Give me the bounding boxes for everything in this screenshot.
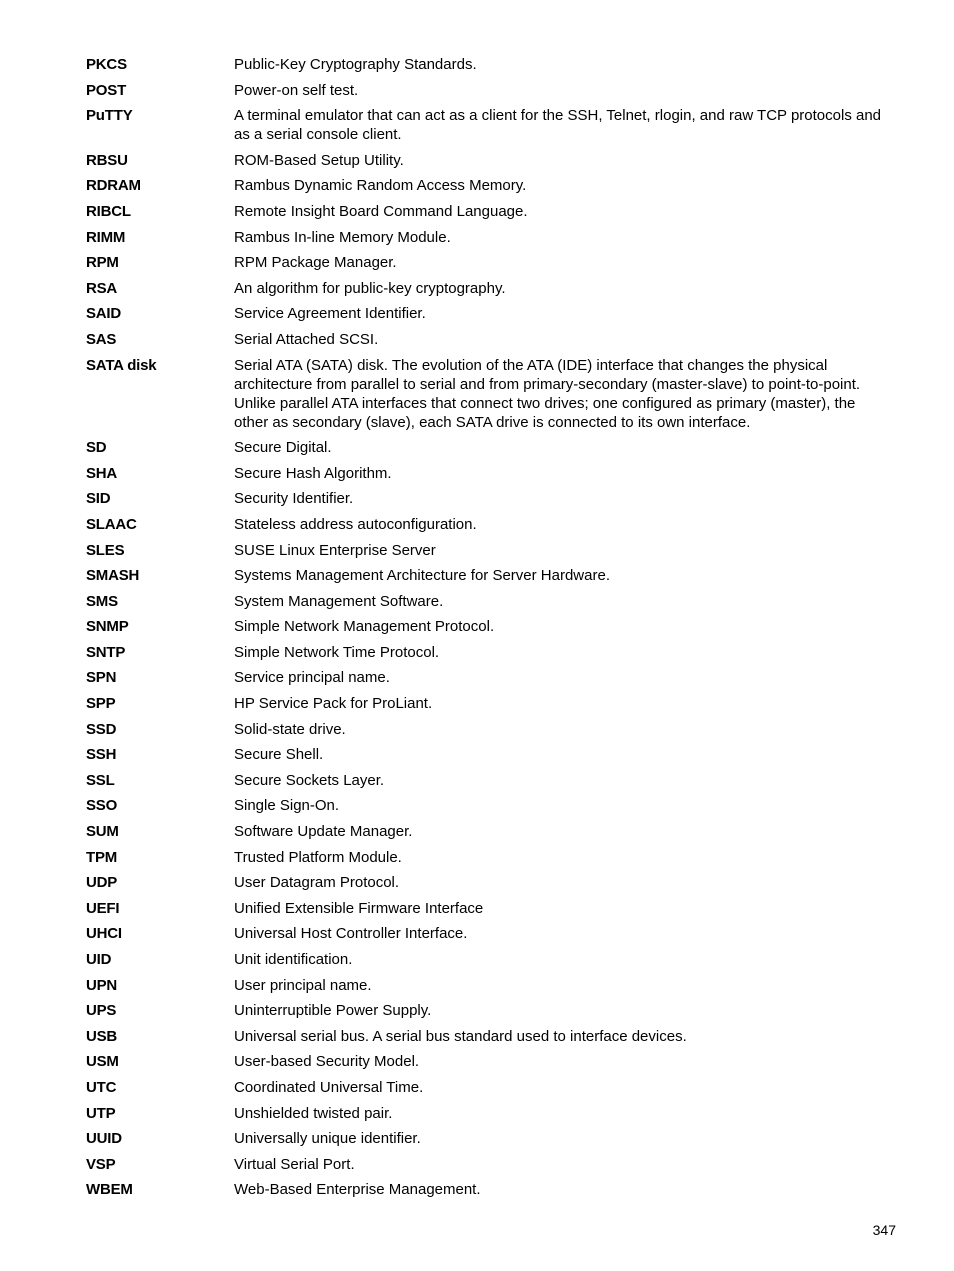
glossary-term: UPS	[86, 1002, 117, 1020]
glossary-entry	[86, 796, 886, 822]
glossary-definition: Stateless address autoconfiguration.	[234, 515, 477, 533]
glossary-term: SHA	[86, 464, 118, 482]
glossary-definition: Trusted Platform Module.	[234, 848, 402, 866]
glossary-entry	[86, 1155, 886, 1181]
glossary-term: USB	[86, 1027, 118, 1045]
glossary-definition: Serial ATA (SATA) disk. The evolution of the ATA (IDE) interface that changes the physical architecture from parallel to serial and from primary-secondary (master-slave) to point-to-point. Unlike parallel ATA interfaces that connect two drives; one configured as primary (master), the other as secondary (slave), each SATA drive is connected to its own interface.	[234, 356, 861, 431]
glossary-entry	[86, 279, 886, 305]
glossary-definition: User principal name.	[234, 976, 372, 994]
glossary-entry	[86, 720, 886, 746]
glossary-definition: RPM Package Manager.	[234, 254, 397, 272]
glossary-term: SLAAC	[86, 515, 137, 533]
glossary-term: PKCS	[86, 56, 127, 73]
glossary-entry	[86, 668, 886, 694]
glossary-entry	[86, 489, 886, 515]
glossary-definition: System Management Software.	[234, 592, 444, 610]
glossary-term: VSP	[86, 1155, 116, 1173]
glossary-term: SMS	[86, 592, 118, 610]
glossary-entry	[86, 771, 886, 797]
glossary-definition: Rambus Dynamic Random Access Memory.	[234, 177, 527, 195]
glossary-entry	[86, 438, 886, 464]
glossary-definition: Public-Key Cryptography Standards.	[234, 56, 477, 73]
glossary-definition: Security Identifier.	[234, 490, 354, 508]
glossary-definition: Virtual Serial Port.	[234, 1155, 355, 1173]
glossary-entry	[86, 566, 886, 592]
glossary-entry	[86, 304, 886, 330]
glossary-definition: Rambus In-line Memory Module.	[234, 228, 451, 246]
glossary-entry	[86, 253, 886, 279]
glossary-entry	[86, 745, 886, 771]
glossary-term: SSH	[86, 746, 117, 764]
glossary-definition: Unit identification.	[234, 951, 353, 968]
glossary-entry	[86, 356, 886, 439]
glossary-definition: Universal Host Controller Interface.	[234, 925, 468, 943]
glossary-term: RIBCL	[86, 202, 131, 220]
glossary-definition: Secure Shell.	[234, 746, 324, 764]
glossary-entry	[86, 1104, 886, 1130]
glossary-term: SD	[86, 439, 107, 457]
glossary-entry	[86, 464, 886, 490]
glossary-definition: Universal serial bus. A serial bus standard used to interface devices.	[234, 1027, 687, 1045]
glossary-entry	[86, 950, 886, 976]
glossary-entry	[86, 1180, 886, 1206]
glossary-entry	[86, 515, 886, 541]
page-number: 347	[872, 1222, 896, 1238]
glossary-term: SLES	[86, 541, 125, 559]
glossary-term: SATA disk	[86, 356, 157, 374]
glossary-entry	[86, 541, 886, 567]
glossary-definition: Simple Network Management Protocol.	[234, 618, 495, 636]
glossary-entry	[86, 176, 886, 202]
glossary-definition: Secure Hash Algorithm.	[234, 464, 392, 482]
glossary-term: UHCI	[86, 925, 122, 943]
glossary-entry	[86, 976, 886, 1002]
glossary-definition: Secure Digital.	[234, 439, 332, 457]
glossary-definition: SUSE Linux Enterprise Server	[234, 541, 436, 559]
glossary-term: SSO	[86, 797, 118, 815]
glossary-entry	[86, 617, 886, 643]
glossary-entry	[86, 106, 886, 151]
glossary-entry	[86, 694, 886, 720]
glossary-entry	[86, 202, 886, 228]
glossary-entry	[86, 1129, 886, 1155]
glossary-entry	[86, 873, 886, 899]
glossary-term: SAS	[86, 330, 117, 348]
glossary-definition: ROM-Based Setup Utility.	[234, 151, 404, 169]
glossary-entry	[86, 81, 886, 107]
glossary-definition: Single Sign-On.	[234, 797, 340, 815]
glossary-term: UTC	[86, 1078, 117, 1096]
glossary-definition: User-based Security Model.	[234, 1053, 420, 1071]
glossary-term: SPP	[86, 695, 116, 713]
glossary-definition: Secure Sockets Layer.	[234, 771, 385, 789]
glossary-term: RBSU	[86, 151, 128, 169]
glossary-definition: Web-Based Enterprise Management.	[234, 1181, 481, 1199]
glossary-term: UTP	[86, 1104, 116, 1122]
glossary-definition: Service principal name.	[234, 669, 390, 687]
glossary-definition: Software Update Manager.	[234, 823, 413, 841]
glossary-term: RSA	[86, 279, 118, 297]
glossary-definition: A terminal emulator that can act as a client for the SSH, Telnet, rlogin, and raw TCP protocols and as a serial console client.	[234, 107, 882, 144]
glossary-term: UEFI	[86, 899, 120, 917]
glossary-entry	[86, 1052, 886, 1078]
glossary-definition: Simple Network Time Protocol.	[234, 643, 440, 661]
glossary-definition: Systems Management Architecture for Server Hardware.	[234, 567, 610, 585]
glossary-entry	[86, 924, 886, 950]
glossary-term: WBEM	[86, 1181, 133, 1199]
glossary-term: RPM	[86, 254, 119, 272]
glossary-term: RDRAM	[86, 177, 141, 195]
glossary-entry	[86, 1078, 886, 1104]
glossary-term: UDP	[86, 874, 118, 892]
glossary-definition: User Datagram Protocol.	[234, 874, 400, 892]
glossary-entry	[86, 899, 886, 925]
glossary-term: SSL	[86, 771, 115, 789]
glossary-term: UPN	[86, 976, 118, 994]
glossary-definition: HP Service Pack for ProLiant.	[234, 695, 433, 713]
glossary-term: SUM	[86, 823, 119, 841]
glossary-entry	[86, 643, 886, 669]
glossary-definition: Uninterruptible Power Supply.	[234, 1002, 432, 1020]
glossary-term: UUID	[86, 1130, 122, 1148]
glossary-definition: Unified Extensible Firmware Interface	[234, 899, 484, 917]
glossary-definition: Service Agreement Identifier.	[234, 305, 426, 323]
glossary-list	[86, 55, 886, 1206]
glossary-entry	[86, 1001, 886, 1027]
glossary-entry	[86, 228, 886, 254]
glossary-term: RIMM	[86, 228, 126, 246]
glossary-definition: An algorithm for public-key cryptography.	[234, 279, 506, 297]
glossary-entry	[86, 592, 886, 618]
glossary-definition: Coordinated Universal Time.	[234, 1078, 424, 1096]
glossary-entry	[86, 151, 886, 177]
glossary-term: SMASH	[86, 567, 140, 585]
glossary-definition: Universally unique identifier.	[234, 1130, 421, 1148]
glossary-term: SPN	[86, 669, 117, 687]
glossary-entry	[86, 330, 886, 356]
glossary-term: SNTP	[86, 643, 126, 661]
glossary-entry	[86, 848, 886, 874]
glossary-entry	[86, 55, 886, 81]
glossary-definition: Remote Insight Board Command Language.	[234, 202, 528, 220]
glossary-definition: Power-on self test.	[234, 81, 359, 99]
glossary-definition: Solid-state drive.	[234, 720, 346, 738]
glossary-definition: Unshielded twisted pair.	[234, 1104, 393, 1122]
glossary-term: SID	[86, 490, 111, 508]
glossary-entry	[86, 1027, 886, 1053]
glossary-entry	[86, 822, 886, 848]
glossary-term: SSD	[86, 720, 117, 738]
glossary-term: POST	[86, 81, 127, 99]
glossary-term: USM	[86, 1053, 119, 1071]
glossary-term: UID	[86, 951, 112, 968]
glossary-term: PuTTY	[86, 107, 133, 125]
glossary-definition: Serial Attached SCSI.	[234, 330, 379, 348]
glossary-term: SNMP	[86, 618, 129, 636]
glossary-term: TPM	[86, 848, 118, 866]
glossary-term: SAID	[86, 305, 122, 323]
